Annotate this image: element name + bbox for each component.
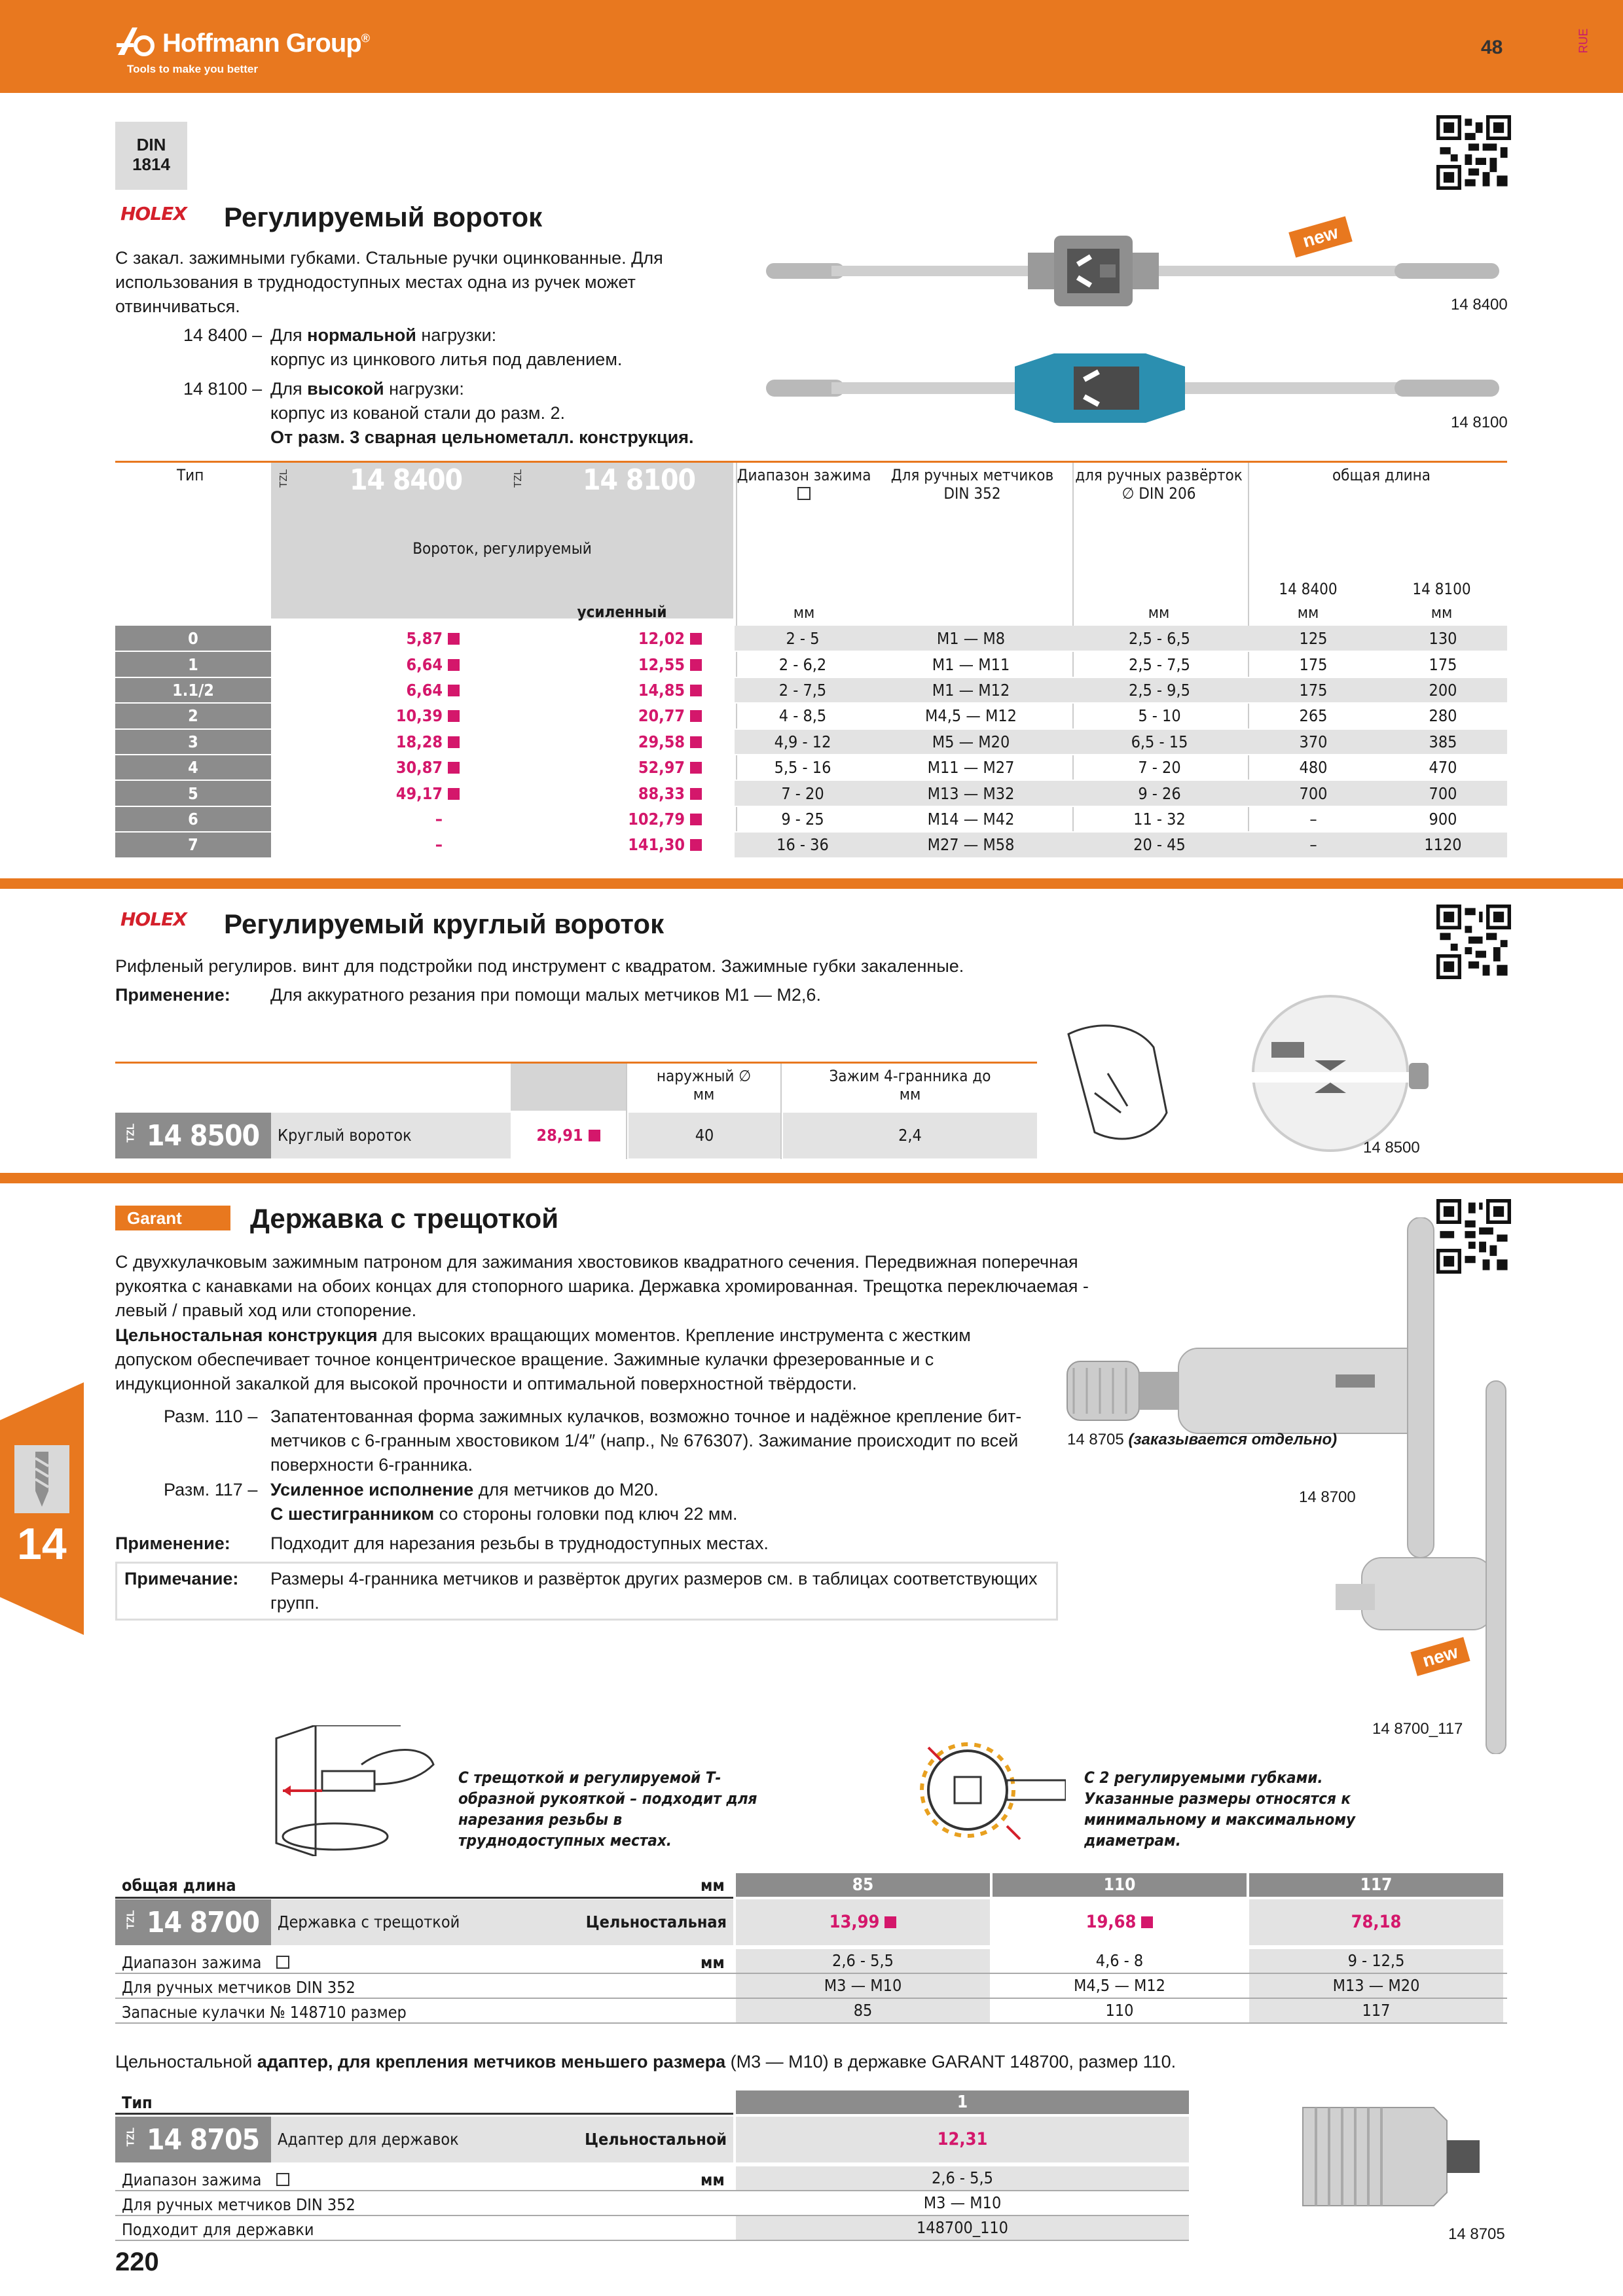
cell-reamers: 2,5 - 6,5	[1071, 626, 1248, 651]
section-divider-2	[0, 1173, 1623, 1183]
cell-lb: 900	[1379, 806, 1507, 832]
cell-taps: M11 — M27	[871, 755, 1071, 780]
col-reamers-header: для ручных развёрток ∅ DIN 206	[1075, 466, 1243, 503]
brand-tagline: Tools to make you better	[127, 63, 258, 75]
section2-description: Рифленый регулиров. винт для подстройки под инструмент с квадратом. Зажимные губки закаленные.	[115, 956, 964, 976]
adapter-price: 12,31	[736, 2117, 1189, 2162]
section-title-tap-wrench: Регулируемый вороток	[224, 202, 543, 232]
cell-lb: 200	[1379, 677, 1507, 703]
adapter-image	[1290, 2094, 1486, 2219]
item1-code: 14 8400 –	[183, 325, 263, 345]
new-badge-2: new	[1410, 1637, 1470, 1676]
cell-type: 7	[115, 832, 271, 857]
t3-price-85: 13,99	[736, 1899, 990, 1945]
round-wrench-image	[1055, 995, 1429, 1158]
price-marker-icon	[448, 736, 460, 748]
round-wrench-name-cell: Круглый вороток	[271, 1113, 511, 1158]
length-sub-148400: 14 8400	[1279, 580, 1338, 598]
table-row	[115, 703, 1507, 728]
cell-la: 175	[1248, 677, 1379, 703]
col-clamp4-header: Зажим 4-гранника до мм	[829, 1067, 991, 1103]
round-wrench-clamp: 2,4	[783, 1113, 1037, 1158]
note-label: Примечание:	[124, 1569, 239, 1588]
cell-p1: 6,64	[271, 651, 503, 677]
ratchet-holder-image	[1061, 1217, 1519, 1754]
cell-taps: M13 — M32	[871, 780, 1071, 806]
cell-type: 4	[115, 755, 271, 780]
cell-p2: 88,33	[503, 780, 735, 806]
cell-taps: M1 — M12	[871, 677, 1071, 703]
table2-price-band	[511, 1064, 626, 1111]
t3-cell: 4,6 - 8	[993, 1949, 1247, 1973]
adapter-article-cell: TZL 14 8705	[115, 2117, 271, 2162]
table-row	[115, 729, 1507, 755]
table-row	[115, 626, 1507, 651]
table-row	[115, 651, 1507, 677]
col-length-header: общая длина	[1332, 466, 1431, 484]
cell-lb: 130	[1379, 626, 1507, 651]
cell-la: –	[1248, 832, 1379, 857]
t3-size-117: 117	[1249, 1873, 1503, 1897]
cell-type: 5	[115, 780, 271, 806]
t3-price-110: 19,68	[993, 1899, 1247, 1945]
cell-p2: 52,97	[503, 755, 735, 780]
col-type-header: Тип	[177, 466, 204, 484]
section2-use-label: Применение:	[115, 985, 230, 1005]
section3-use-label: Применение:	[115, 1534, 230, 1553]
section-title-round-wrench: Регулируемый круглый вороток	[224, 908, 665, 939]
unit-clamp: мм	[793, 603, 815, 622]
price-marker-icon	[448, 788, 460, 800]
img-label-148700: 14 8700	[1299, 1488, 1356, 1506]
table-row	[115, 677, 1507, 703]
t3-row-label: Запасные кулачки № 148710 размер	[122, 2003, 407, 2022]
cell-la: –	[1248, 806, 1379, 832]
price-marker-icon	[448, 659, 460, 671]
garant-logo: Garant	[115, 1206, 230, 1230]
cell-reamers: 11 - 32	[1071, 806, 1248, 832]
table1-group-band	[271, 501, 733, 619]
adapter-intro: Цельностальной адаптер, для крепления метчиков меньшего размера (M3 — M10) в державке GARANT 148700, размер 110.	[115, 2052, 1176, 2072]
img-label-148100: 14 8100	[1451, 414, 1508, 431]
cell-clamp: 16 - 36	[735, 832, 871, 857]
brand-name: Hoffmann Group®	[162, 29, 369, 58]
round-wrench-outer: 40	[629, 1113, 780, 1158]
price-marker-icon	[690, 839, 702, 851]
round-wrench-price: 28,91	[511, 1113, 626, 1158]
article-148400-header: 14 8400	[350, 463, 463, 497]
t3-unit: мм	[701, 1953, 725, 1972]
language-code: RUE	[1577, 28, 1590, 54]
hoffmann-logo-icon	[115, 24, 157, 58]
adapter-name-cell: Адаптер для державок Цельностальной	[271, 2117, 733, 2162]
price-marker-icon	[690, 685, 702, 696]
cell-p1: 30,87	[271, 755, 503, 780]
price-marker-icon	[690, 788, 702, 800]
price-marker-icon	[884, 1916, 896, 1928]
din-badge: DIN 1814	[115, 122, 187, 190]
cell-p2: 20,77	[503, 703, 735, 728]
img-label-148705: 14 8705	[1448, 2225, 1505, 2243]
cell-lb: 385	[1379, 729, 1507, 755]
price-marker-icon	[690, 710, 702, 722]
cell-p2: 102,79	[503, 806, 735, 832]
cell-p2: 12,55	[503, 651, 735, 677]
cell-p2: 29,58	[503, 729, 735, 755]
table-row	[115, 755, 1507, 780]
cell-type: 0	[115, 626, 271, 651]
cell-clamp: 2 - 5	[735, 626, 871, 651]
drill-bit-icon	[14, 1445, 69, 1513]
cell-lb: 175	[1379, 651, 1507, 677]
tzl-label-2: TZL	[513, 469, 524, 488]
price-marker-icon	[448, 685, 460, 696]
price-marker-icon	[1141, 1916, 1153, 1928]
price-marker-icon	[589, 1130, 600, 1141]
qr-code-icon-2	[1436, 905, 1511, 979]
size117-label: Разм. 117 –	[164, 1480, 258, 1499]
img-label-148500: 14 8500	[1363, 1139, 1420, 1157]
cell-p2: 12,02	[503, 626, 735, 651]
section3-paragraph2: Цельностальная конструкция для высоких вращающих моментов. Крепление инструмента с жестким допуском обеспечивает точное концентрическое вращение. Зажимные кулачки фрезерованные и с индукционной закалкой для высокой прочности и оптимальной поверхностной твёрдости.	[115, 1325, 971, 1393]
t3-cell: 117	[1249, 1999, 1503, 2022]
new-badge: new	[1288, 216, 1353, 257]
cell-taps: M1 — M11	[871, 651, 1071, 677]
price-marker-icon	[690, 736, 702, 748]
price-marker-icon	[690, 659, 702, 671]
cell-lb: 700	[1379, 780, 1507, 806]
cell-taps: M4,5 — M12	[871, 703, 1071, 728]
cell-reamers: 6,5 - 15	[1071, 729, 1248, 755]
section1-description: С закал. зажимными губками. Стальные ручки оцинкованные. Для использования в труднодоступных местах одна из ручек может отвинчиваться.	[115, 248, 663, 316]
caption-1: С трещоткой и регулируемой Т-образной рукояткой – подходит для нарезания резьбы в труднодоступных местах.	[458, 1768, 757, 1850]
price-marker-icon	[448, 710, 460, 722]
cell-taps: M27 — M58	[871, 832, 1071, 857]
square-icon	[276, 1956, 289, 1969]
footer-page-number: 220	[115, 2248, 159, 2276]
caption-2: С 2 регулируемыми губками. Указанные размеры относятся к минимальному и максимальному диаметрам.	[1084, 1768, 1356, 1850]
t3-size-85: 85	[736, 1873, 990, 1897]
t3-row-label: Для ручных метчиков DIN 352	[122, 1978, 356, 1997]
col-clamp-header: Диапазон зажима	[736, 466, 872, 503]
chapter-number: 14	[17, 1519, 67, 1569]
t3-cell: 110	[993, 1999, 1247, 2022]
t3-cell: M13 — M20	[1249, 1974, 1503, 1998]
size117-text: Усиленное исполнение для метчиков до M20. С шестигранником со стороны головки под ключ 22 мм.	[270, 1480, 738, 1524]
item2-code: 14 8100 –	[183, 379, 263, 399]
section3-use-text: Подходит для нарезания резьбы в труднодоступных местах.	[270, 1534, 769, 1553]
t3-cell: M3 — M10	[736, 1974, 990, 1998]
price-marker-icon	[690, 633, 702, 645]
t4-type-value: 1	[736, 2090, 1189, 2114]
cell-lb: 280	[1379, 703, 1507, 728]
item2-text: Для высокой нагрузки: корпус из кованой стали до разм. 2. От разм. 3 сварная цельнометалл. конструкция.	[270, 379, 694, 447]
t3-price-117: 78,18	[1249, 1899, 1503, 1945]
cell-clamp: 7 - 20	[735, 780, 871, 806]
cell-type: 3	[115, 729, 271, 755]
cell-clamp: 2 - 6,2	[735, 651, 871, 677]
cell-lb: 470	[1379, 755, 1507, 780]
cell-lb: 1120	[1379, 832, 1507, 857]
price-marker-icon	[448, 633, 460, 645]
cell-type: 1.1/2	[115, 677, 271, 703]
cell-p2: 14,85	[503, 677, 735, 703]
cell-clamp: 4 - 8,5	[735, 703, 871, 728]
holex-logo-2: HOLEX	[120, 908, 187, 930]
col-outer-header: наружный ∅ мм	[656, 1067, 752, 1103]
unit-len-b: мм	[1431, 603, 1453, 622]
price-marker-icon	[690, 814, 702, 825]
cell-la: 370	[1248, 729, 1379, 755]
cell-reamers: 7 - 20	[1071, 755, 1248, 780]
unit-len-a: мм	[1297, 603, 1319, 622]
cell-la: 700	[1248, 780, 1379, 806]
square-icon	[797, 487, 811, 500]
price-marker-icon	[448, 762, 460, 774]
section-title-ratchet-holder: Державка с трещоткой	[250, 1203, 559, 1234]
table-row	[115, 806, 1507, 832]
usage-illustration-2	[915, 1734, 1066, 1846]
price-marker-icon	[690, 762, 702, 774]
cell-reamers: 9 - 26	[1071, 780, 1248, 806]
cell-type: 6	[115, 806, 271, 832]
section3-paragraph1: С двухкулачковым зажимным патроном для зажимания хвостовиков квадратного сечения. Передвижная поперечная рукоятка с канавками на обоих концах для стопорного шарика. Державка хромированная. Трещотка переключаемая - левый / правый ход или стопорение.	[115, 1252, 1089, 1320]
col-taps-header: Для ручных метчиков DIN 352	[890, 466, 1054, 503]
section-divider-1	[0, 878, 1623, 889]
t3-cell: M4,5 — M12	[993, 1974, 1247, 1998]
article-148100-header: 14 8100	[583, 463, 696, 497]
t3-length-unit: мм	[701, 1876, 725, 1895]
cell-la: 265	[1248, 703, 1379, 728]
img-label-148700-117: 14 8700_117	[1372, 1720, 1463, 1738]
item1-text: Для нормальной нагрузки: корпус из цинкового литья под давлением.	[270, 325, 623, 369]
cell-taps: M1 — M8	[871, 626, 1071, 651]
cell-p1: –	[271, 806, 503, 832]
cell-la: 175	[1248, 651, 1379, 677]
tap-wrench-148400-image	[766, 229, 1499, 314]
ratchet-name-cell: Державка с трещоткой Цельностальная	[271, 1899, 733, 1945]
cell-clamp: 9 - 25	[735, 806, 871, 832]
cell-p1: 5,87	[271, 626, 503, 651]
cell-clamp: 2 - 7,5	[735, 677, 871, 703]
section2-use-text: Для аккуратного резания при помощи малых метчиков M1 — M2,6.	[270, 985, 821, 1005]
holex-logo: HOLEX	[120, 203, 187, 224]
cell-la: 125	[1248, 626, 1379, 651]
tzl-label-1: TZL	[278, 469, 290, 488]
cell-clamp: 5,5 - 16	[735, 755, 871, 780]
note-text: Размеры 4-гранника метчиков и развёрток других размеров см. в таблицах соответствующих групп.	[270, 1569, 1038, 1613]
t3-cell: 9 - 12,5	[1249, 1949, 1503, 1973]
cell-reamers: 5 - 10	[1071, 703, 1248, 728]
length-sub-148100: 14 8100	[1412, 580, 1471, 598]
usage-illustration-1	[270, 1725, 447, 1856]
cell-p1: –	[271, 832, 503, 857]
cell-clamp: 4,9 - 12	[735, 729, 871, 755]
cell-type: 1	[115, 651, 271, 677]
table-row	[115, 780, 1507, 806]
unit-reamers: мм	[1148, 603, 1170, 622]
cell-type: 2	[115, 703, 271, 728]
cell-p1: 10,39	[271, 703, 503, 728]
t4-type-label: Тип	[122, 2093, 153, 2112]
t3-cell: 85	[736, 1999, 990, 2022]
img-label-148705-top: 14 8705 (заказывается отдельно)	[1067, 1431, 1338, 1448]
size110-label: Разм. 110 –	[164, 1407, 258, 1426]
t3-length-label: общая длина	[122, 1876, 236, 1895]
reinforced-label: усиленный	[577, 603, 667, 621]
t3-size-110: 110	[993, 1873, 1247, 1897]
img-label-148400: 14 8400	[1451, 296, 1508, 314]
cell-la: 480	[1248, 755, 1379, 780]
adapter-specs: Диапазон зажима мм 2,6 - 5,5 Для ручных метчиков DIN 352 M3 — M10 Подходит для державки 148700_110	[115, 2166, 1189, 2241]
round-wrench-article-cell: TZL 14 8500	[115, 1113, 271, 1158]
cell-p1: 18,28	[271, 729, 503, 755]
cell-reamers: 20 - 45	[1071, 832, 1248, 857]
tap-wrench-table	[115, 626, 1507, 859]
cell-taps: M14 — M42	[871, 806, 1071, 832]
cell-p2: 141,30	[503, 832, 735, 857]
cell-p1: 49,17	[271, 780, 503, 806]
group-label: Вороток, регулируемый	[412, 539, 592, 558]
t3-row-label: Диапазон зажима	[122, 1953, 262, 1972]
cell-reamers: 2,5 - 9,5	[1071, 677, 1248, 703]
qr-code-icon	[1436, 115, 1511, 190]
ratchet-article-cell: TZL 14 8700	[115, 1899, 271, 1945]
cell-taps: M5 — M20	[871, 729, 1071, 755]
cell-reamers: 2,5 - 7,5	[1071, 651, 1248, 677]
size110-text: Запатентованная форма зажимных кулачков, возможно точное и надёжное крепление бит-метчиков с 6-гранным хвостовиком 1/4″ (напр., № 676307). Зажимание происходит по всей поверхности 6-гранника.	[270, 1407, 1022, 1475]
tap-wrench-148100-image	[766, 340, 1499, 439]
cell-p1: 6,64	[271, 677, 503, 703]
catalog-page-number: 48	[1481, 37, 1503, 58]
table-row	[115, 832, 1507, 857]
t3-cell: 2,6 - 5,5	[736, 1949, 990, 1973]
